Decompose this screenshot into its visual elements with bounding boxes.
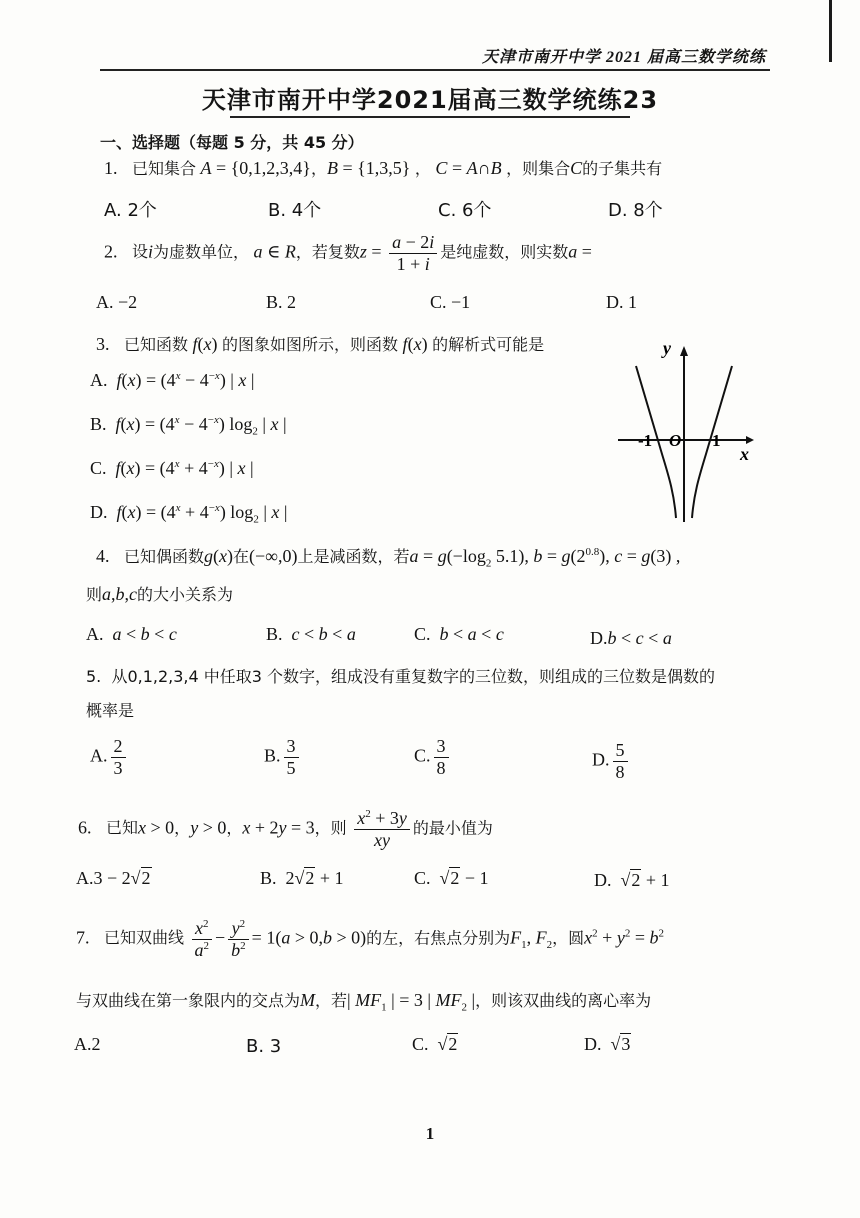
- question-4: 4. 已知偶函数g(x)在(−∞,0)上是减函数，若$a = g(-\log_2$ 5.1), $b = g(2^{0.8})$, c = g(3) ,: [96, 546, 681, 570]
- q7-number: 7.: [76, 927, 90, 948]
- q2-option-b[interactable]: B. 2: [266, 292, 297, 312]
- q3-text-2: 的图象如图所示，则函数: [222, 335, 399, 354]
- q5-text-line-2: 概率是: [86, 701, 135, 720]
- q4-text-4: 则: [86, 585, 103, 604]
- section-heading: 一、选择题（每题 5 分，共 45 分）: [100, 133, 364, 152]
- q6-option-a[interactable]: A.3 − 2√2: [76, 868, 151, 888]
- q7-text-6: ，则该双曲线的离心率为: [475, 991, 652, 1010]
- page-title: 天津市南开中学2021届高三数学统练23: [201, 86, 659, 114]
- q2-text-4: 是纯虚数，则实数: [440, 242, 569, 262]
- q3-option-b[interactable]: B. $f(x) = (4^x - 4^{-x})$ $\log_2$ | x |: [90, 414, 287, 438]
- q2-option-c[interactable]: C. −1: [430, 292, 471, 312]
- q6-text-3: 的最小值为: [412, 818, 493, 838]
- q1-option-a[interactable]: A. 2个: [104, 200, 157, 221]
- q6-fraction: $\frac{x^2 + 3y}{xy}$: [354, 808, 410, 850]
- q7-text-3: ，圆: [552, 928, 585, 948]
- title-underline: [230, 116, 630, 118]
- q5-option-a[interactable]: A. $\frac{2}{3}$: [90, 736, 129, 778]
- q3-text: 已知函数: [124, 335, 189, 354]
- header-rule: [100, 69, 770, 71]
- q4-option-c[interactable]: C. b < a < c: [414, 624, 504, 644]
- running-head: 天津市南开中学 2021 届高三数学统练: [481, 49, 766, 66]
- q3-option-c[interactable]: C. $f(x) = (4^x + 4^{-x})$ | x |: [90, 458, 254, 478]
- q7-text-2: 的左，右焦点分别为: [366, 928, 511, 948]
- q2-option-a[interactable]: A. −2: [96, 292, 138, 312]
- q7-text-5: ，若: [315, 991, 348, 1010]
- q1-text-2: ，则集合: [506, 159, 571, 178]
- q6-text: 已知: [106, 818, 139, 838]
- q1-number: 1.: [104, 158, 118, 178]
- q1-sep-2: ，: [414, 159, 431, 178]
- question-6: 6. 已知x > 0，y > 0，x + 2y = 3，则 $\frac{x^2 + 3y}{xy}$ 的最小值为: [78, 808, 493, 850]
- q7-text: 已知双曲线: [104, 928, 185, 948]
- q6-text-2: ，则: [314, 818, 347, 838]
- q6-sep-2: ，: [226, 818, 243, 838]
- q7-option-d[interactable]: D. √3: [584, 1034, 631, 1054]
- q3-option-d[interactable]: D. $f(x) = (4^x + 4^{-x})$ $\log_2$ | x |: [90, 502, 288, 526]
- q2-text-3: ，若复数: [295, 242, 360, 262]
- q5-text: 从0,1,2,3,4 中任取3 个数字，组成没有重复数字的三位数，则组成的三位数是偶数的: [111, 667, 716, 686]
- q6-option-c[interactable]: C. √2 − 1: [414, 868, 489, 888]
- question-7-line-2: 与双曲线在第一象限内的交点为M，若| $MF_1$ | = 3 | $MF_2$ |，则该双曲线的离心率为: [76, 990, 652, 1014]
- q7-option-c[interactable]: C. √2: [412, 1034, 458, 1054]
- tick-one: 1: [712, 431, 721, 450]
- q3-text-3: 的解析式可能是: [432, 335, 545, 354]
- origin-label: O: [669, 431, 682, 450]
- tick-neg-one: -1: [638, 431, 653, 450]
- q4-option-d[interactable]: D.b < c < a: [590, 628, 672, 648]
- q4-text: 已知偶函数: [124, 547, 205, 566]
- q4-text-3: 上是减函数，若: [297, 547, 410, 566]
- q1-text: 已知集合: [132, 159, 197, 178]
- q6-option-d[interactable]: D. √2 + 1: [594, 870, 670, 890]
- scan-edge-line: [829, 0, 832, 62]
- x-label: x: [740, 444, 749, 464]
- page-number: 1: [425, 1124, 435, 1143]
- q4-option-b[interactable]: B. c < b < a: [266, 624, 356, 644]
- q2-option-d[interactable]: D. 1: [606, 292, 637, 312]
- q6-sep: ，: [174, 818, 191, 838]
- q5-option-d[interactable]: D. $\frac{5}{8}$: [592, 740, 631, 782]
- q2-text: 设: [132, 242, 149, 262]
- question-5: [86, 664, 715, 687]
- q3-number: 3.: [96, 334, 110, 354]
- q1-text-3: 的子集共有: [582, 159, 663, 178]
- q5-option-c[interactable]: C. $\frac{3}{8}$: [414, 736, 452, 778]
- q7-option-b[interactable]: B. 3: [246, 1036, 282, 1057]
- q1-option-b[interactable]: B. 4个: [268, 200, 322, 221]
- q7-text-4: 与双曲线在第一象限内的交点为: [76, 991, 301, 1010]
- question-4-line-2: 则a,b,c的大小关系为: [86, 584, 234, 604]
- q3-option-a[interactable]: A. $f(x) = (4^x - 4^{-x})$ | x |: [90, 370, 255, 390]
- q4-option-a[interactable]: A. a < b < c: [86, 624, 177, 644]
- q3-function-graph: [618, 336, 758, 526]
- question-3: 3. 已知函数 f(x) 的图象如图所示，则函数 f(x) 的解析式可能是: [96, 334, 545, 354]
- x-axis-arrow: [746, 436, 754, 444]
- q4-text-5: 的大小关系为: [137, 585, 234, 604]
- q5-number: 5.: [86, 667, 102, 686]
- q7-option-a[interactable]: A.2: [74, 1034, 101, 1054]
- q4-number: 4.: [96, 546, 110, 566]
- q2-text-2: 为虚数单位，: [153, 242, 250, 262]
- q1-sep: ，: [310, 159, 327, 178]
- q1-option-d[interactable]: D. 8个: [608, 200, 663, 221]
- q6-number: 6.: [78, 817, 92, 838]
- q5-option-b[interactable]: B. $\frac{3}{5}$: [264, 736, 302, 778]
- question-1: 1. 已知集合 A = {0,1,2,3,4}，B = {1,3,5} ， C = A∩B ，则集合C的子集共有: [104, 158, 663, 178]
- y-label: y: [663, 338, 671, 358]
- q1-option-c[interactable]: C. 6个: [438, 200, 492, 221]
- y-axis-arrow: [680, 346, 688, 356]
- q2-fraction: $\frac{a - 2i}{1 + i}$: [389, 232, 437, 274]
- q4-text-2: 在: [233, 547, 250, 566]
- q2-number: 2.: [104, 241, 118, 262]
- q6-option-b[interactable]: B. 2√2 + 1: [260, 868, 344, 888]
- question-7: 7. 已知双曲线 $\frac{x^2}{a^2}$ − $\frac{y^2}{b^2}$ = 1(a > 0,b > 0)的左，右焦点分别为$F_1$, $F_2$，圆$x^2 + y^2 = b^2$: [76, 918, 664, 960]
- question-2: 2. 设i为虚数单位， a ∈ R，若复数z = $\frac{a - 2i}{1 + i}$ 是纯虚数，则实数a =: [104, 232, 592, 274]
